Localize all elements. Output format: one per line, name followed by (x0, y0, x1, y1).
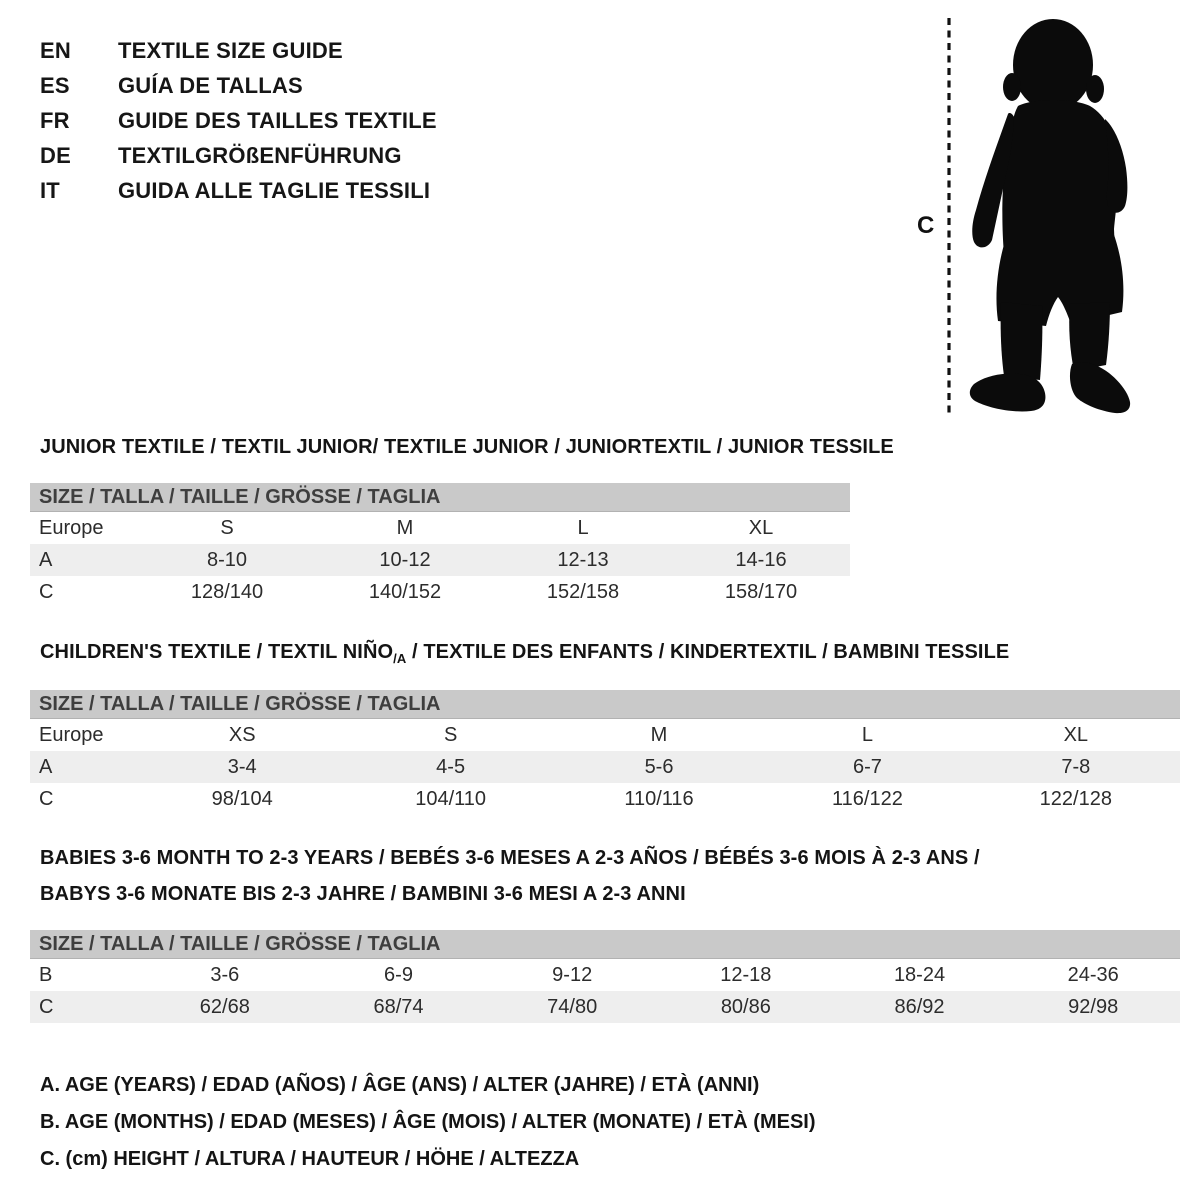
size-cell: L (577, 516, 589, 539)
height-measure-line (944, 16, 954, 418)
size-cell: 8-10 (206, 548, 248, 571)
size-cell: 4-5 (436, 755, 466, 778)
size-cell: 116/122 (832, 787, 903, 810)
size-cell: XL (1063, 723, 1089, 746)
table-row-height (30, 991, 1180, 1023)
size-cell: S (220, 516, 234, 539)
size-cell: 10-12 (379, 548, 431, 571)
toddler-foot-right (1070, 362, 1130, 413)
table-row-height (30, 783, 1180, 815)
height-measure-label: C (917, 212, 935, 239)
size-cell: L (861, 723, 873, 746)
language-row-en (40, 33, 437, 68)
row-label: C (39, 995, 54, 1018)
table-row-europe (30, 512, 850, 544)
table-row-months (30, 959, 1180, 991)
size-cell: XS (228, 723, 256, 746)
size-cell: 9-12 (552, 963, 593, 986)
language-code: IT (40, 177, 60, 203)
size-cell: 152/158 (546, 580, 620, 603)
size-cell: 5-6 (644, 755, 674, 778)
row-label: Europe (39, 516, 104, 539)
table-header-bar: SIZE / TALLA / TAILLE / GRÖSSE / TAGLIA (30, 483, 850, 512)
footnote-height-cm: C. (cm) HEIGHT / ALTURA / HAUTEUR / HÖHE / ALTEZZA (40, 1148, 580, 1170)
footnote-age-months: B. AGE (MONTHS) / EDAD (MESES) / ÂGE (MOIS) / ALTER (MONATE) / ETÀ (MESI) (40, 1111, 816, 1133)
row-label: B (39, 963, 53, 986)
size-table-babies (30, 930, 1180, 1023)
row-label: C (39, 580, 54, 603)
size-cell: 98/104 (211, 787, 273, 810)
table-row-age (30, 751, 1180, 783)
section-title-babies-line2: BABYS 3-6 MONATE BIS 2-3 JAHRE / BAMBINI 3-6 MESI A 2-3 ANNI (40, 883, 686, 905)
size-cell: S (443, 723, 458, 746)
size-table-children (30, 690, 1180, 815)
footnote-age-years: A. AGE (YEARS) / EDAD (AÑOS) / ÂGE (ANS) / ALTER (JAHRE) / ETÀ (ANNI) (40, 1074, 760, 1096)
size-cell: 24-36 (1067, 963, 1119, 986)
toddler-foot-left (970, 373, 1046, 411)
footnotes-block (40, 1067, 816, 1178)
size-cell: 110/116 (624, 787, 694, 810)
size-table-junior (30, 483, 850, 608)
language-code: FR (40, 107, 70, 133)
table-header-bar: SIZE / TALLA / TAILLE / GRÖSSE / TAGLIA (30, 690, 1180, 719)
size-cell: 7-8 (1061, 755, 1091, 778)
size-cell: 18-24 (893, 963, 946, 986)
language-code: ES (40, 72, 70, 98)
section-title-babies-line1: BABIES 3-6 MONTH TO 2-3 YEARS / BEBÉS 3-6 MESES A 2-3 AÑOS / BÉBÉS 3-6 MOIS À 2-3 ANS / (40, 847, 980, 869)
language-code: DE (40, 142, 71, 168)
toddler-leg-right (1069, 302, 1110, 371)
table-row-height (30, 576, 850, 608)
language-title: TEXTILGRÖßENFÜHRUNG (118, 142, 402, 168)
size-cell: 140/152 (368, 580, 442, 603)
size-cell: 92/98 (1068, 995, 1119, 1018)
language-title: GUIDE DES TAILLES TEXTILE (118, 107, 437, 133)
table-header-bar: SIZE / TALLA / TAILLE / GRÖSSE / TAGLIA (30, 930, 1180, 959)
section-title-junior: JUNIOR TEXTILE / TEXTIL JUNIOR/ TEXTILE JUNIOR / JUNIORTEXTIL / JUNIOR TESSILE (40, 436, 894, 458)
row-label: A (39, 755, 53, 778)
size-cell: 128/140 (190, 580, 264, 603)
row-label: Europe (39, 723, 104, 746)
size-cell: 68/74 (373, 995, 424, 1018)
size-cell: 158/170 (724, 580, 798, 603)
size-cell: M (650, 723, 668, 746)
size-cell: 3-4 (227, 755, 257, 778)
row-label: C (39, 787, 54, 810)
table-row-age (30, 544, 850, 576)
section-title-children-post: / TEXTILE DES ENFANTS / KINDERTEXTIL / BAMBINI TESSILE (406, 641, 1010, 663)
size-cell: 14-16 (735, 548, 787, 571)
language-guide-list (40, 33, 437, 208)
row-label: A (39, 548, 53, 571)
table-row-europe (30, 719, 1180, 751)
language-row-fr (40, 103, 437, 138)
language-title: GUIDA ALLE TAGLIE TESSILI (118, 177, 431, 203)
size-cell: 3-6 (210, 963, 240, 986)
section-title-children-pre: CHILDREN'S TEXTILE / TEXTIL NIÑO (40, 641, 394, 663)
section-title-children (40, 641, 1009, 664)
size-cell: 6-9 (384, 963, 413, 986)
toddler-silhouette-image (958, 14, 1138, 419)
size-cell: 122/128 (1039, 787, 1112, 810)
language-title: GUÍA DE TALLAS (118, 72, 303, 98)
toddler-torso (1002, 100, 1118, 254)
language-row-es (40, 68, 437, 103)
size-cell: 80/86 (720, 995, 771, 1018)
size-cell: 12-13 (557, 548, 609, 571)
language-title: TEXTILE SIZE GUIDE (118, 37, 343, 63)
size-cell: 62/68 (199, 995, 250, 1018)
toddler-leg-left (1001, 302, 1043, 380)
language-code: EN (40, 37, 71, 63)
size-cell: 86/92 (894, 995, 945, 1018)
toddler-ear-left (1003, 73, 1021, 101)
language-row-de (40, 138, 437, 173)
size-cell: XL (748, 516, 774, 539)
section-title-children-sub: /A (393, 651, 407, 666)
language-row-it (40, 173, 437, 208)
size-cell: 6-7 (852, 755, 882, 778)
toddler-head (1013, 19, 1093, 111)
size-cell: M (396, 516, 414, 539)
size-cell: 104/110 (415, 787, 487, 810)
size-cell: 12-18 (720, 963, 772, 986)
size-cell: 74/80 (547, 995, 598, 1018)
toddler-ear-right (1086, 75, 1104, 103)
